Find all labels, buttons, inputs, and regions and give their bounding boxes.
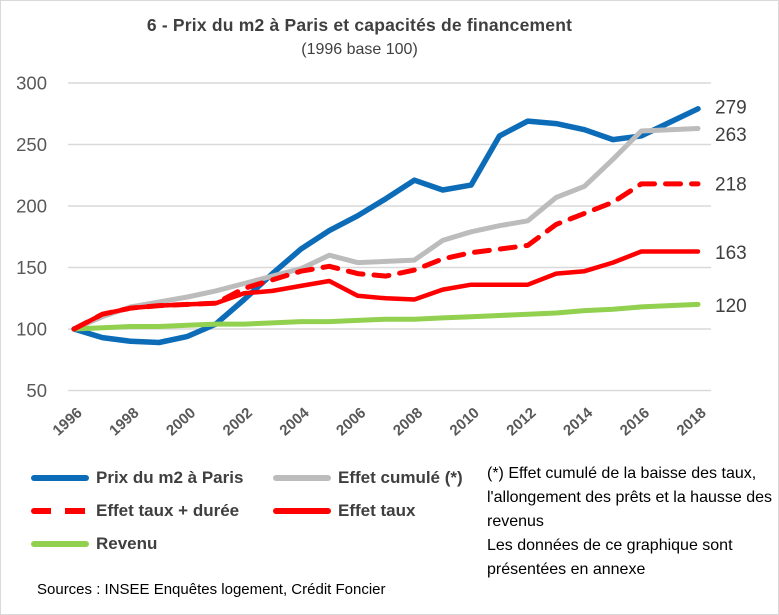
green-line-swatch [31,541,89,547]
x-axis-tick-label: 2006 [333,404,370,440]
series-end-value-label: 279 [715,97,747,119]
chart-title: 6 - Prix du m2 à Paris et capacités de financement [146,15,573,35]
series-end-value-label: 218 [715,174,747,196]
series-end-value-label: 120 [715,295,747,317]
x-axis-tick-label: 2010 [446,404,483,440]
x-axis-tick-label: 2014 [559,404,597,440]
y-axis-tick-label: 100 [16,318,47,340]
blue-line-swatch [31,475,89,481]
x-axis-tick-label: 2000 [162,404,200,440]
x-axis-tick-label: 2012 [503,404,540,440]
legend-label: Prix du m2 à Paris [96,468,244,487]
chart-footnote [487,462,779,582]
y-axis-tick-label: 50 [26,380,47,401]
legend-item-revenu [31,533,273,555]
legend-label: Effet taux + durée [96,501,240,520]
sources-note: Sources : INSEE Enquêtes logement, Crédit Foncier [37,581,386,598]
legend-item-effet-cumule [273,467,493,489]
y-axis-tick-label: 250 [16,134,47,155]
legend-label: Effet cumulé (*) [338,468,463,487]
x-axis-tick-label: 2008 [389,404,427,440]
legend-item-prix-m2-paris [31,467,273,489]
series-end-value-label: 163 [715,243,747,264]
series-end-value-label: 263 [715,125,747,146]
y-axis-tick-label: 200 [16,195,47,217]
x-axis-tick-label: 1998 [106,404,143,440]
series-line-revenu [74,304,698,329]
footnote-line-2: Les données de ce graphique sont présentées en annexe [487,537,733,578]
x-axis-tick-label: 2018 [673,404,710,440]
x-axis-tick-label: 2004 [276,404,313,440]
legend-label: Effet taux [338,501,416,520]
y-axis-tick-label: 150 [16,257,47,278]
chart-subtitle: (1996 base 100) [301,41,418,58]
x-axis-tick-label: 1996 [49,404,86,440]
legend-item-effet-taux [273,500,493,522]
x-axis-tick-label: 2002 [219,404,256,440]
x-axis-tick-label: 2016 [616,404,653,440]
y-axis-tick-label: 300 [16,72,47,94]
legend-item-effet-taux-duree [31,500,273,522]
gray-line-swatch [273,475,331,481]
footnote-line-1: (*) Effet cumulé de la baisse des taux, l'allongement des prêts et la hausse des revenus [487,465,773,530]
legend-label: Revenu [96,534,158,553]
red-dashed-line-swatch [31,508,89,514]
red-line-swatch [273,508,331,514]
chart-legend [31,467,493,555]
